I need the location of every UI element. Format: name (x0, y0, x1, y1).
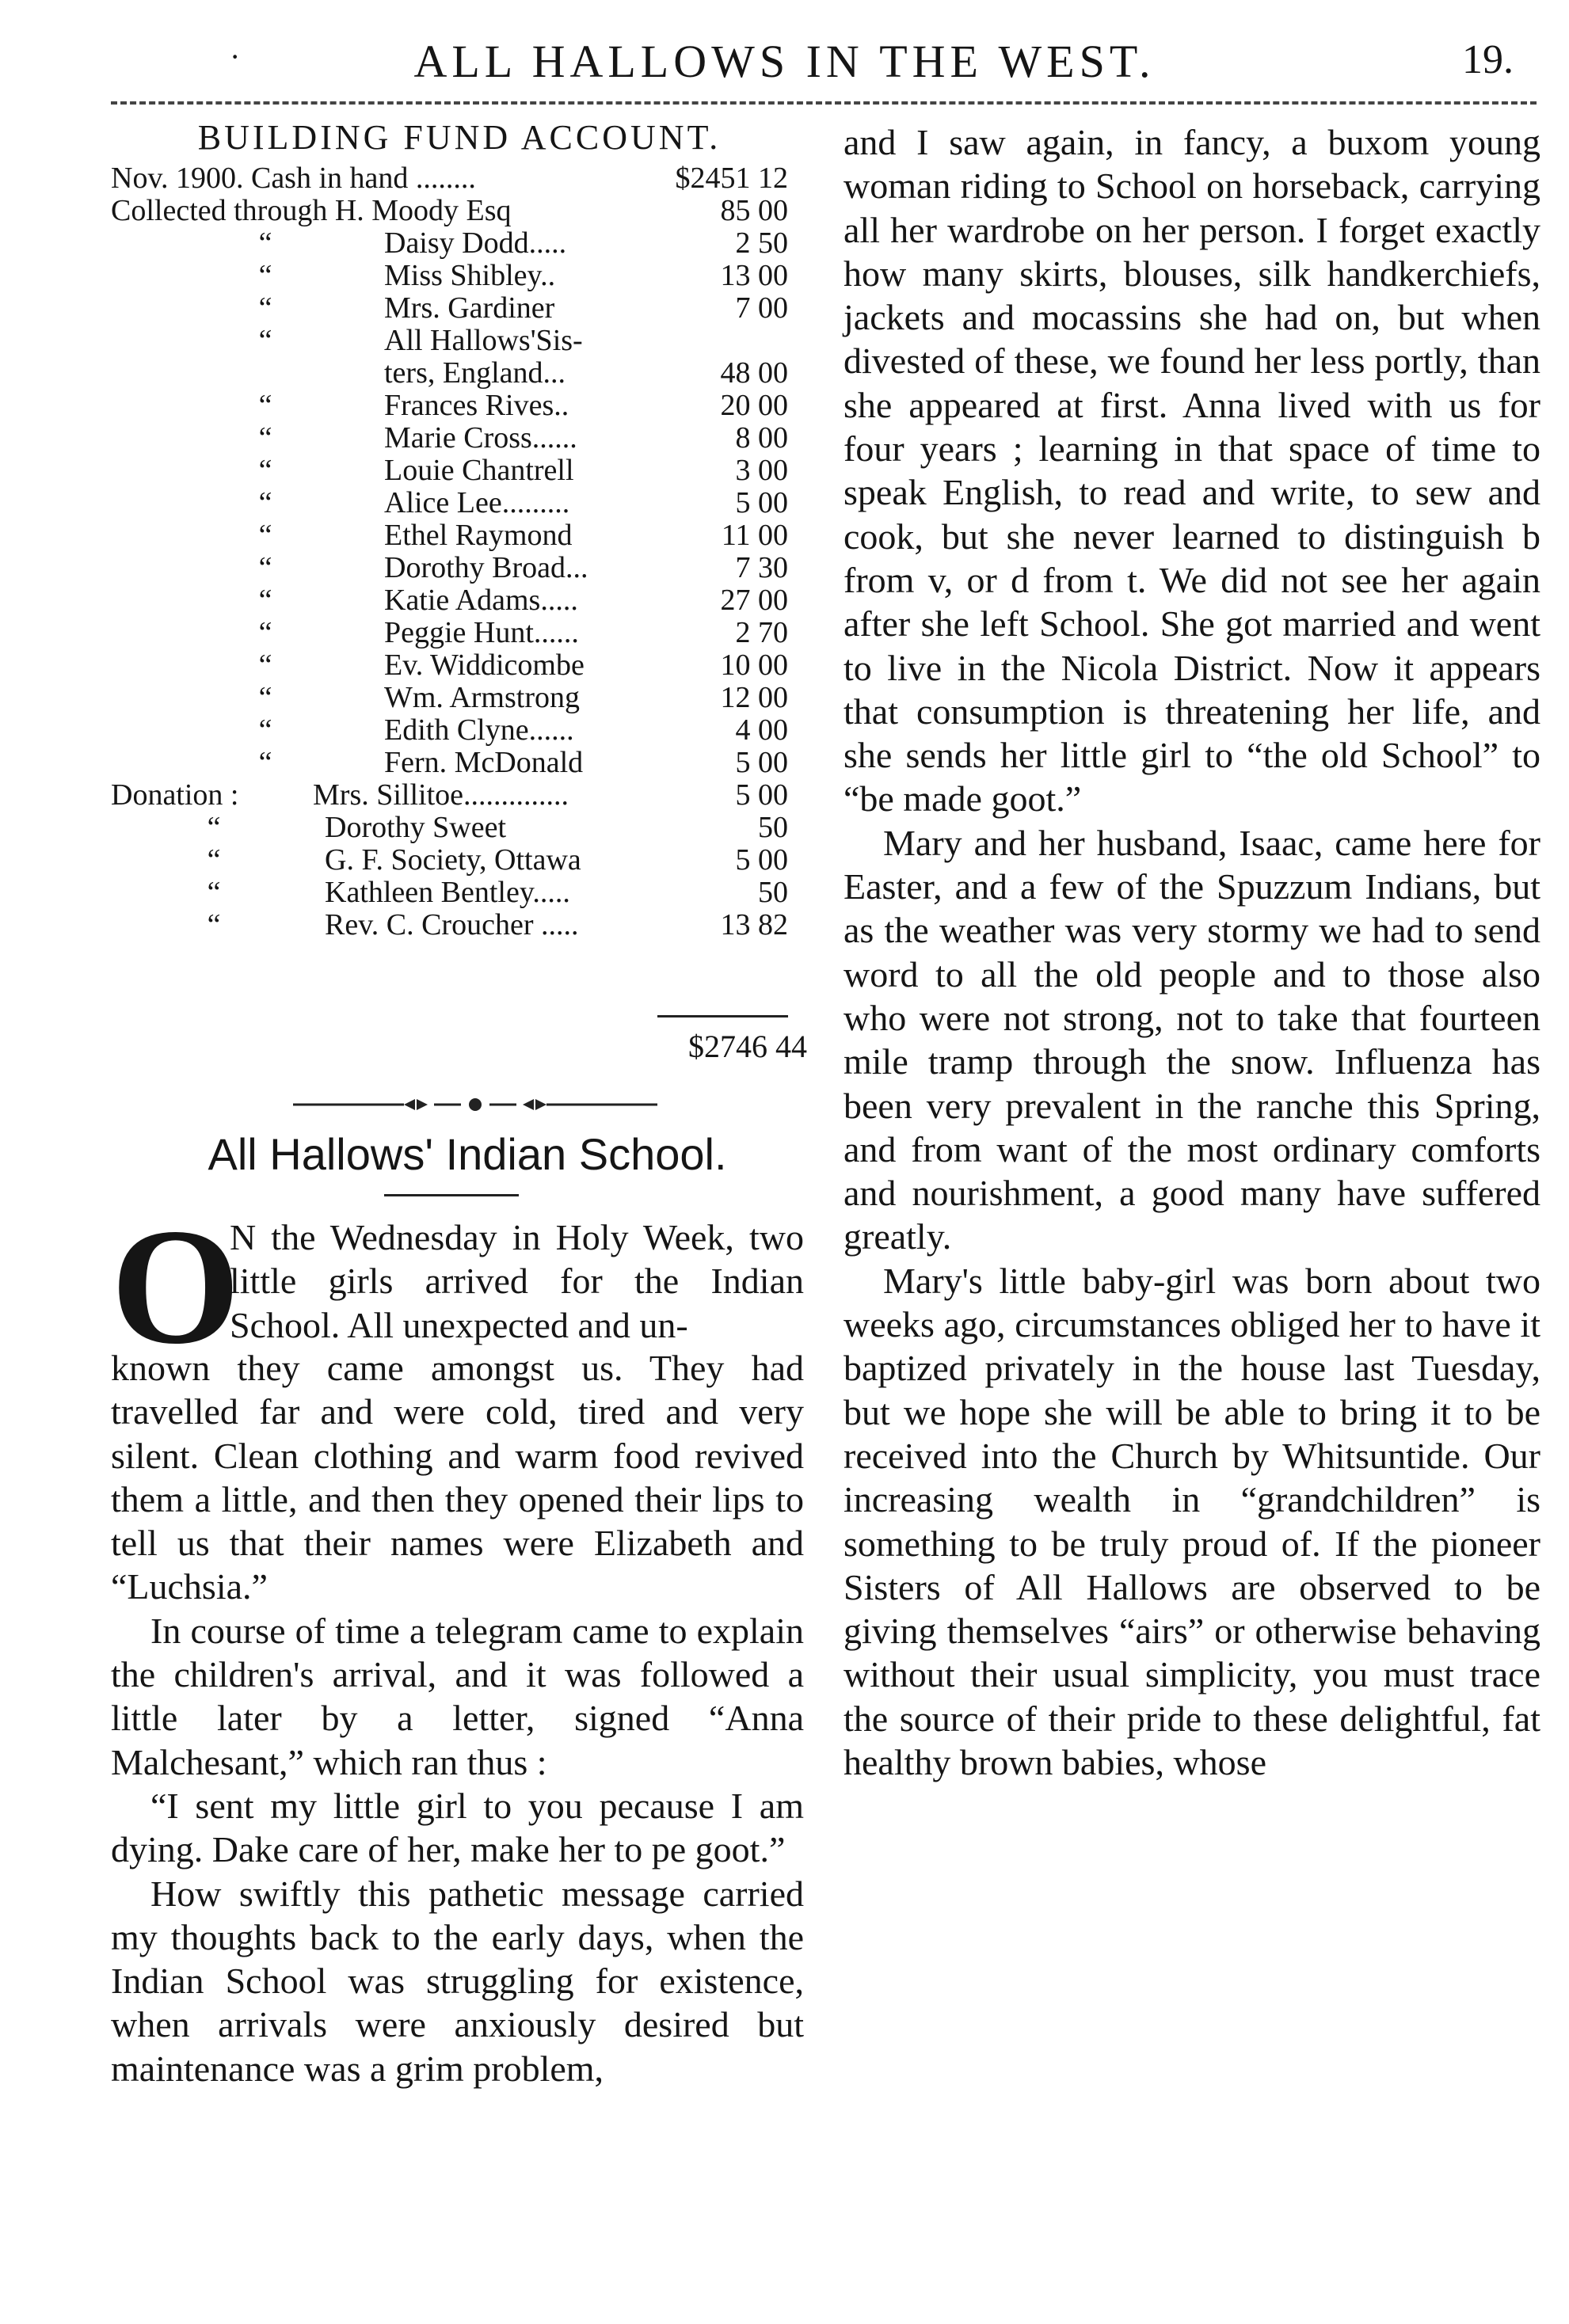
ledger-amount: 5 00 (735, 746, 788, 779)
ledger-row (111, 455, 808, 487)
ledger-amount: 3 00 (735, 454, 788, 487)
donor-name: Kathleen Bentley..... (325, 876, 570, 909)
ditto-mark: “ (258, 454, 272, 487)
ledger-label: Collected through H. Moody Esq (111, 194, 512, 227)
contributor-name: ters, England... (384, 356, 566, 390)
donation-rows (111, 779, 808, 941)
ledger-amount: 7 30 (735, 551, 788, 584)
contributor-name: Daisy Dodd..... (384, 226, 567, 260)
ledger-total: $2746 44 (688, 1029, 807, 1064)
contributor-name: Ev. Widdicombe (384, 649, 585, 682)
ledger-amount: 5 00 (735, 778, 788, 812)
ledger-row (111, 422, 808, 455)
donor-name: Rev. C. Croucher ..... (325, 908, 579, 941)
collected-rows (111, 227, 808, 779)
article-paragraph: N the Wednesday in Holy Week, two little girls arrived for the Indian School. All unexpected and un- (230, 1217, 804, 1345)
ditto-mark: “ (258, 616, 272, 649)
ledger-row (111, 812, 808, 844)
ditto-mark: “ (258, 551, 272, 584)
ditto-mark: “ (258, 681, 272, 714)
contributor-name: Fern. McDonald (384, 746, 584, 779)
contributor-name: Edith Clyne...... (384, 713, 574, 747)
ledger-amount: 50 (758, 876, 788, 909)
contributor-name: Dorothy Broad... (384, 551, 588, 584)
ledger-row (111, 584, 808, 617)
ditto-mark: “ (258, 649, 272, 682)
article-title: All Hallows' Indian School. (208, 1129, 727, 1179)
ledger-amount: 12 00 (720, 681, 788, 714)
ledger-row (111, 617, 808, 649)
ditto-mark: “ (207, 843, 221, 877)
ditto-mark: “ (207, 908, 221, 941)
ditto-mark: “ (258, 259, 272, 292)
ornamental-divider (293, 1097, 657, 1113)
ledger-row (111, 260, 808, 292)
ledger-amount: 5 00 (735, 843, 788, 877)
article-paragraph: How swiftly this pathetic message carried my thoughts back to the early days, when the Indian School was struggling for existence, when arrivals were anxiously desired but maintenance was a grim problem, (111, 1873, 804, 2089)
ledger-amount: 2 50 (735, 226, 788, 260)
ledger-amount: 85 00 (720, 194, 788, 227)
article-left-column (111, 1346, 804, 2090)
ledger-amount: $2451 12 (675, 162, 788, 195)
contributor-name: Marie Cross...... (384, 421, 577, 455)
ledger-label: Nov. 1900. Cash in hand ........ (111, 162, 476, 195)
ledger-row (111, 487, 808, 519)
ledger-amount: 48 00 (720, 356, 788, 390)
ledger-row (111, 390, 808, 422)
ledger-row (111, 877, 808, 909)
donor-name: Mrs. Sillitoe.............. (313, 778, 569, 812)
ditto-mark: “ (258, 291, 272, 325)
ledger-amount: 10 00 (720, 649, 788, 682)
ledger-amount: 13 82 (720, 908, 788, 941)
contributor-name: Wm. Armstrong (384, 681, 580, 714)
ledger-row (111, 714, 808, 747)
ledger-amount: 7 00 (735, 291, 788, 325)
ledger-amount: 27 00 (720, 584, 788, 617)
ditto-mark: “ (258, 421, 272, 455)
article-paragraph: and I saw again, in fancy, a buxom young woman riding to School on horseback, carrying all her wardrobe on her person. I forget exactly how many skirts, blouses, silk handkerchiefs, jackets and mocassins she had on, but when divested of these, we found her less portly, than she appeared at first. Anna lived with us for four years ; learning in that space of time to speak English, to read and write, to sew and cook, but she never learned to distinguish b from v, or d from t. We did not see her again after she left School. She got married and went to live in the Nicola District. Now it appears that consumption is threatening her life, and she sends her little girl to “the old School” to “be made goot.” (844, 122, 1540, 820)
contributor-name: Alice Lee......... (384, 486, 570, 519)
article-paragraph: Mary and her husband, Isaac, came here for Easter, and a few of the Spuzzum Indians, but as the weather was very stormy we had to send word to all the old people and to those also who were not strong, not to take that fourteen mile tramp through the snow. Influenza has been very prevalent in the ranche this Spring, and from want of the most ordinary comforts and nourishment, a good many have suffered greatly. (844, 822, 1540, 1257)
ledger-row (111, 195, 808, 227)
ledger-row (111, 779, 808, 812)
ledger-row (111, 519, 808, 552)
ditto-mark: “ (258, 226, 272, 260)
building-fund-title: BUILDING FUND ACCOUNT. (197, 118, 722, 157)
article-right-column (844, 120, 1540, 1784)
ledger-amount: 50 (758, 811, 788, 844)
contributor-name: Mrs. Gardiner (384, 291, 555, 325)
article-paragraph: known they came amongst us. They had travelled far and were cold, tired and very silent. Clean clothing and warm food revived them a little, and then they opened their lips to tell us that their names were Elizabeth and “Luchsia.” (111, 1348, 804, 1607)
running-header (0, 32, 1569, 95)
contributor-name: All Hallows'Sis- (384, 324, 583, 357)
ledger-row (111, 844, 808, 877)
donor-name: Dorothy Sweet (325, 811, 507, 844)
title-rule (384, 1194, 519, 1196)
ledger-row (111, 292, 808, 325)
ledger-row (111, 649, 808, 682)
ditto-mark: “ (258, 519, 272, 552)
article-paragraph: In course of time a telegram came to explain the children's arrival, and it was followed a little later by a letter, signed “Anna Malchesant,” which ran thus : (111, 1610, 804, 1782)
ledger-row (111, 325, 808, 357)
article-lead (230, 1215, 804, 1347)
drop-cap: O (111, 1195, 241, 1379)
total-rule (657, 1015, 788, 1017)
contributor-name: Frances Rives.. (384, 389, 569, 422)
ledger-row (111, 357, 808, 390)
contributor-name: Katie Adams..... (384, 584, 578, 617)
ledger-amount: 2 70 (735, 616, 788, 649)
ledger-amount: 5 00 (735, 486, 788, 519)
page-number: 19. (1462, 37, 1514, 82)
ledger-amount: 20 00 (720, 389, 788, 422)
ditto-mark: “ (207, 876, 221, 909)
ledger-row (111, 162, 808, 195)
ledger-amount: 13 00 (720, 259, 788, 292)
ditto-mark: “ (258, 324, 272, 357)
ditto-mark: “ (258, 486, 272, 519)
article-paragraph: Mary's little baby-girl was born about two weeks ago, circumstances obliged her to have it baptized privately in the house last Tuesday, but we hope she will be able to bring it to be received into the Church by Whitsuntide. Our increasing wealth in “grandchildren” is something to be truly proud of. If the pioneer Sisters of All Hallows are observed to be giving themselves “airs” or otherwise behaving without their usual simplicity, you must trace the source of their pride to these delightful, fat healthy brown babies, whose (844, 1260, 1540, 1782)
ditto-mark: “ (258, 389, 272, 422)
ledger-amount: 4 00 (735, 713, 788, 747)
contributor-name: Louie Chantrell (384, 454, 574, 487)
header-rule (111, 101, 1537, 105)
ditto-mark: “ (258, 713, 272, 747)
header-mark: · (230, 39, 241, 74)
ledger-row (111, 682, 808, 714)
ledger-row (111, 909, 808, 941)
page-header-title: ALL HALLOWS IN THE WEST. (413, 36, 1156, 87)
donation-label: Donation : (111, 778, 239, 812)
contributor-name: Miss Shibley.. (384, 259, 556, 292)
building-fund-ledger (111, 162, 808, 941)
ledger-row (111, 227, 808, 260)
ditto-mark: “ (258, 746, 272, 779)
ledger-amount: 8 00 (735, 421, 788, 455)
article-paragraph: “I sent my little girl to you pecause I am dying. Dake care of her, make her to pe goot.” (111, 1785, 804, 1870)
contributor-name: Ethel Raymond (384, 519, 573, 552)
ledger-row (111, 552, 808, 584)
ledger-amount: 11 00 (721, 519, 788, 552)
ditto-mark: “ (207, 811, 221, 844)
ledger-row (111, 747, 808, 779)
ditto-mark: “ (258, 584, 272, 617)
donor-name: G. F. Society, Ottawa (325, 843, 581, 877)
contributor-name: Peggie Hunt...... (384, 616, 579, 649)
